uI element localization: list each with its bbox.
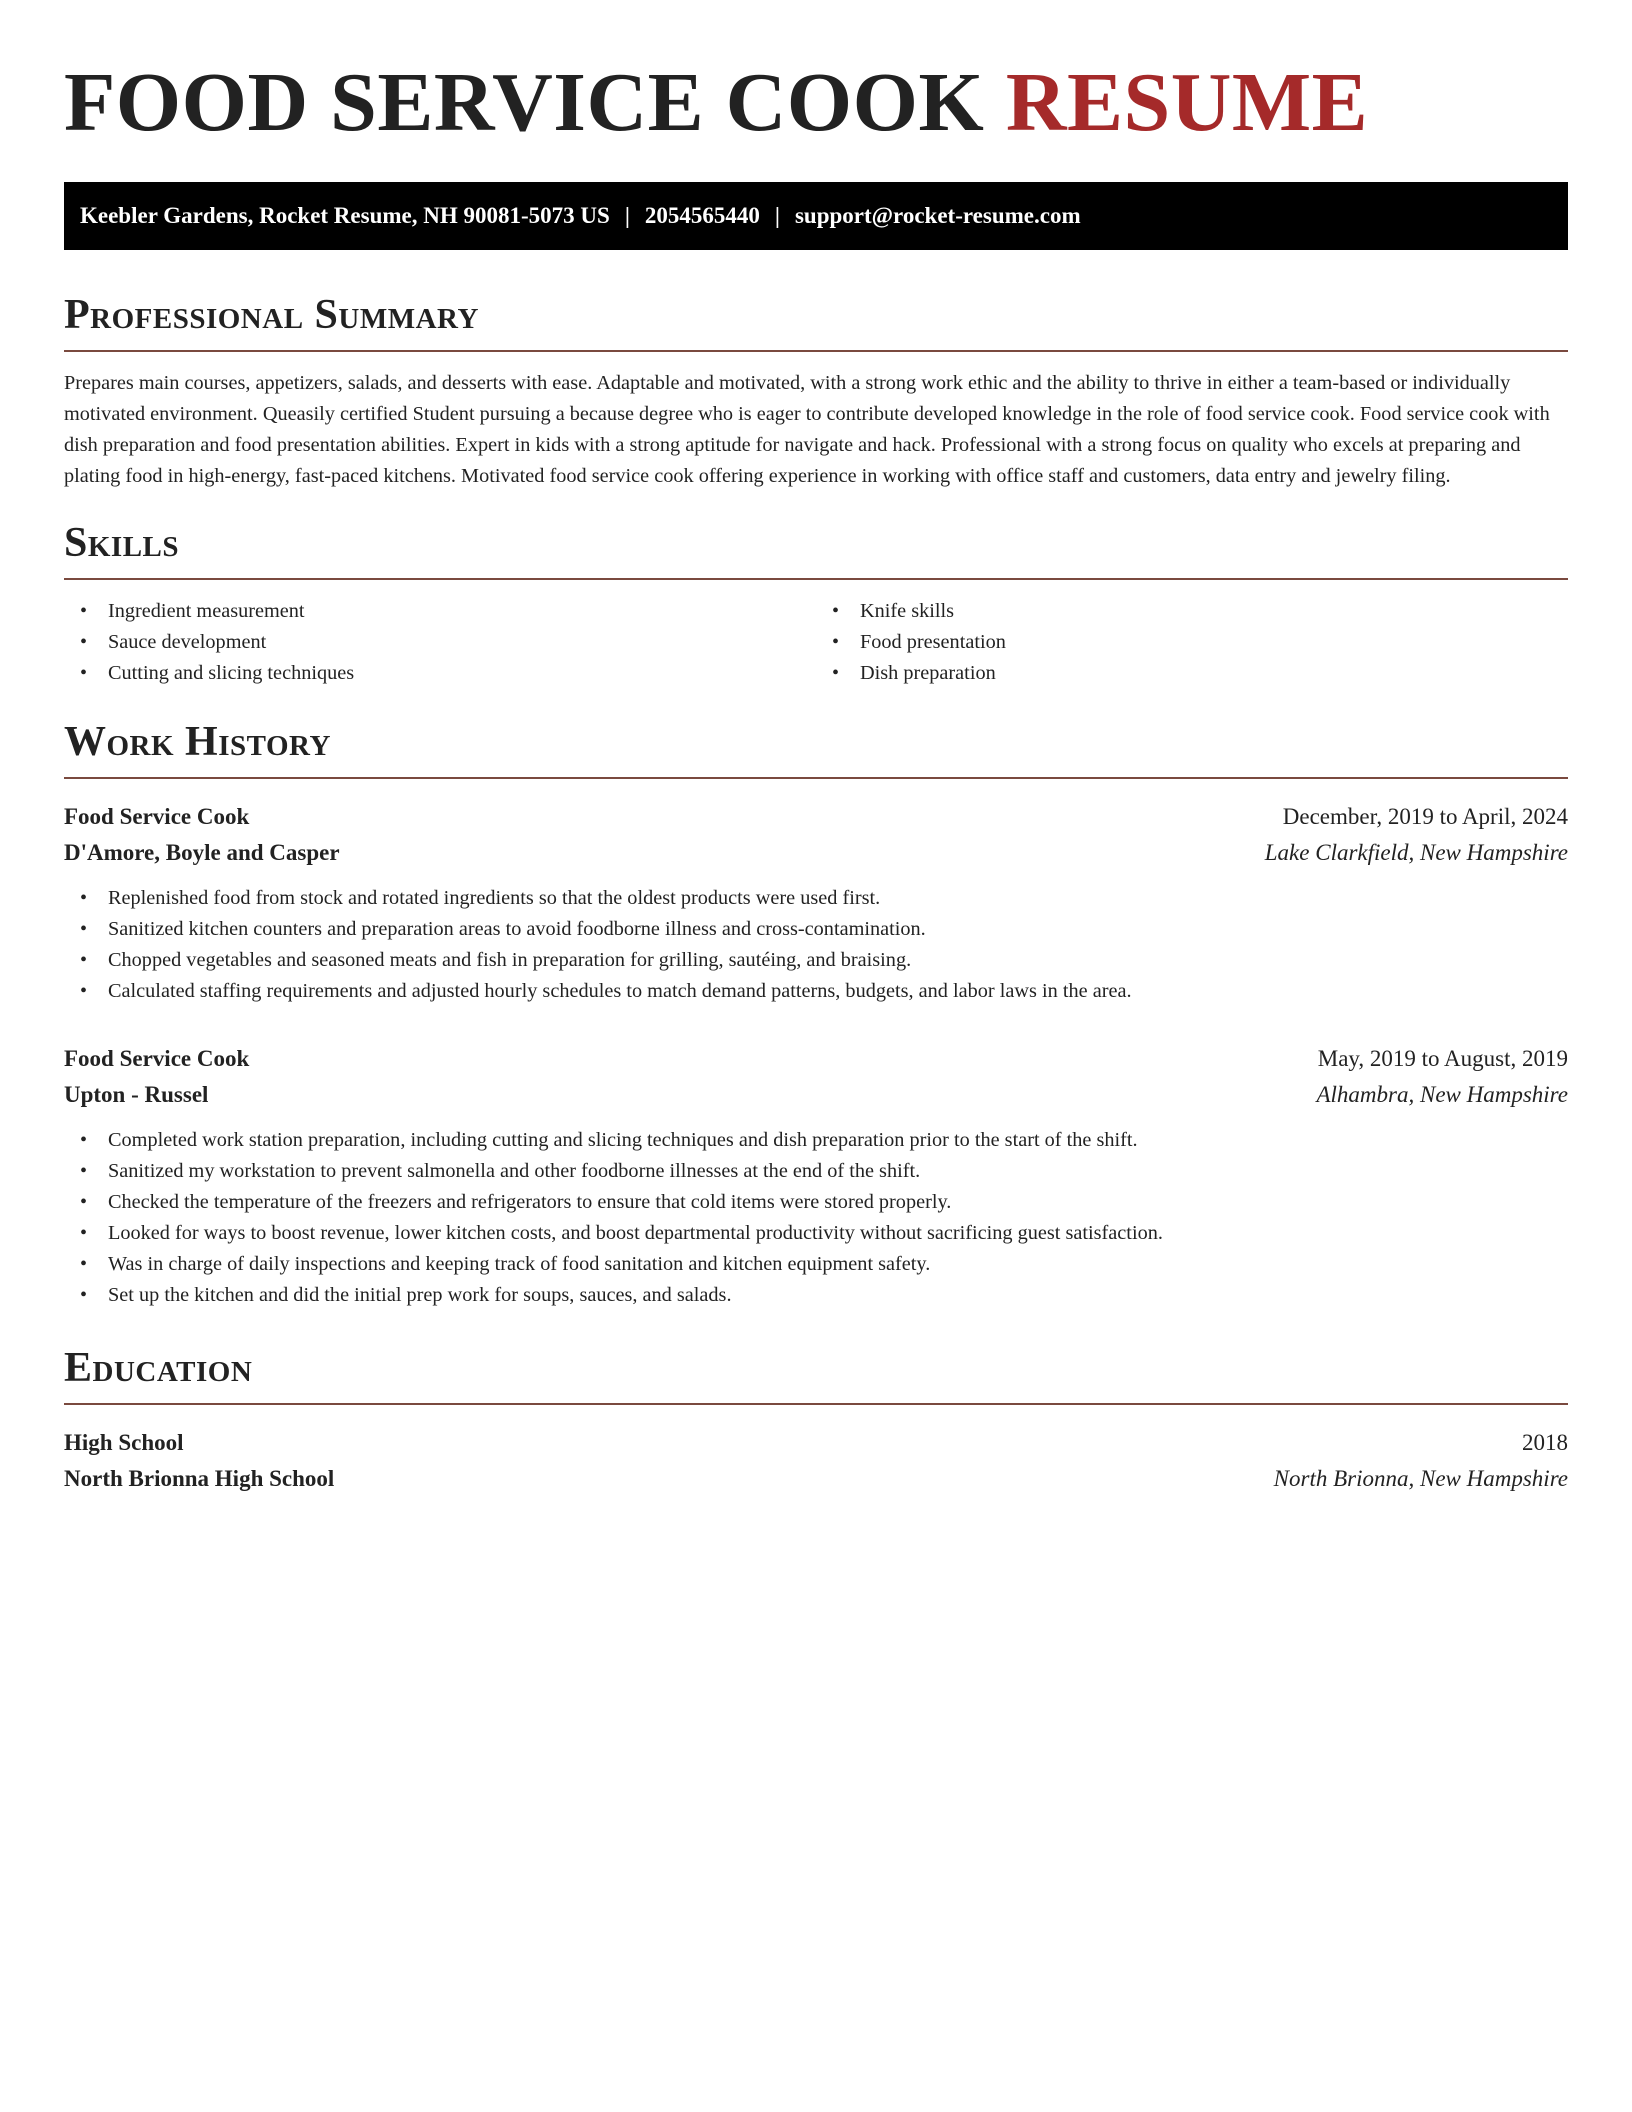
- skills-section: [64, 518, 1568, 689]
- education-section: [64, 1343, 1568, 1497]
- section-divider: [64, 578, 1568, 580]
- job-bullet: • Set up the kitchen and did the initial prep work for soups, sauces, and salads.: [64, 1280, 1568, 1311]
- skill-item: • Sauce development: [64, 627, 816, 658]
- job-bullet: • Replenished food from stock and rotated ingredients so that the oldest products were used first.: [64, 883, 1568, 914]
- job-bullet: • Was in charge of daily inspections and keeping track of food sanitation and kitchen equipment safety.: [64, 1249, 1568, 1280]
- work-history-heading: Work History: [64, 719, 331, 765]
- job-bullet: • Completed work station preparation, including cutting and slicing techniques and dish preparation prior to the start of the shift.: [64, 1125, 1568, 1156]
- education-degree: High School: [64, 1430, 184, 1455]
- skills-column-left: [64, 596, 816, 689]
- job-dates: May, 2019 to August, 2019: [1317, 1046, 1568, 1071]
- job-company-row: [64, 835, 1568, 871]
- skills-heading: Skills: [64, 520, 180, 566]
- contact-email: support@rocket-resume.com: [794, 203, 1081, 228]
- section-divider: [64, 1403, 1568, 1405]
- contact-address: Keebler Gardens, Rocket Resume, NH 90081-5073 US: [80, 203, 610, 228]
- contact-phone: 2054565440: [644, 203, 760, 228]
- skills-column-right: [816, 596, 1568, 689]
- summary-heading: Professional Summary: [64, 292, 479, 338]
- skill-item: • Knife skills: [816, 596, 1568, 627]
- contact-separator: |: [624, 203, 630, 228]
- job-dates: December, 2019 to April, 2024: [1282, 804, 1568, 829]
- job-entry: [64, 799, 1568, 1007]
- resume-title: [64, 0, 1568, 148]
- contact-separator: |: [774, 203, 780, 228]
- job-location: Alhambra, New Hampshire: [1316, 1082, 1568, 1107]
- job-company: D'Amore, Boyle and Casper: [64, 840, 340, 865]
- job-company: Upton - Russel: [64, 1082, 209, 1107]
- title-accent: RESUME: [1005, 56, 1369, 149]
- skills-grid: [64, 596, 1568, 689]
- title-main: FOOD SERVICE COOK: [64, 56, 985, 149]
- skill-item: • Dish preparation: [816, 658, 1568, 689]
- job-entry: [64, 1041, 1568, 1311]
- job-header-row: [64, 1041, 1568, 1077]
- job-location: Lake Clarkfield, New Hampshire: [1264, 840, 1568, 865]
- section-divider: [64, 350, 1568, 352]
- education-heading: Education: [64, 1345, 253, 1391]
- job-title: Food Service Cook: [64, 804, 250, 829]
- job-bullet: • Sanitized my workstation to prevent salmonella and other foodborne illnesses at the end of the shift.: [64, 1156, 1568, 1187]
- education-header-row: [64, 1425, 1568, 1461]
- job-bullets: [64, 883, 1568, 1007]
- job-bullet: • Calculated staffing requirements and adjusted hourly schedules to match demand patterns, budgets, and labor laws in the area.: [64, 976, 1568, 1007]
- job-bullets: [64, 1125, 1568, 1311]
- job-title: Food Service Cook: [64, 1046, 250, 1071]
- education-location: North Brionna, New Hampshire: [1273, 1466, 1568, 1491]
- education-school: North Brionna High School: [64, 1466, 335, 1491]
- job-bullet: • Checked the temperature of the freezers and refrigerators to ensure that cold items were stored properly.: [64, 1187, 1568, 1218]
- summary-text: Prepares main courses, appetizers, salads, and desserts with ease. Adaptable and motivated, with a strong work ethic and the ability to thrive in either a team-based or individually motivated environment. Queasily certified Student pursuing a because degree who is eager to contribute developed knowledge in the role of food service cook. Food service cook with dish preparation and food presentation abilities. Expert in kids with a strong aptitude for navigate and hack. Professional with a strong focus on quality who excels at preparing and plating food in high-energy, fast-paced kitchens. Motivated food service cook offering experience in working with office staff and customers, data entry and jewelry filing.: [64, 372, 1550, 487]
- section-divider: [64, 777, 1568, 779]
- education-school-row: [64, 1461, 1568, 1497]
- education-year: 2018: [1522, 1430, 1568, 1455]
- job-company-row: [64, 1077, 1568, 1113]
- job-bullet: • Looked for ways to boost revenue, lower kitchen costs, and boost departmental productivity without sacrificing guest satisfaction.: [64, 1218, 1568, 1249]
- job-bullet: • Chopped vegetables and seasoned meats and fish in preparation for grilling, sautéing, and braising.: [64, 945, 1568, 976]
- contact-bar: [64, 182, 1568, 250]
- skill-item: • Ingredient measurement: [64, 596, 816, 627]
- work-history-section: [64, 717, 1568, 1311]
- summary-section: [64, 290, 1568, 492]
- job-header-row: [64, 799, 1568, 835]
- skill-item: • Cutting and slicing techniques: [64, 658, 816, 689]
- education-entry: [64, 1425, 1568, 1497]
- skill-item: • Food presentation: [816, 627, 1568, 658]
- job-bullet: • Sanitized kitchen counters and preparation areas to avoid foodborne illness and cross-contamination.: [64, 914, 1568, 945]
